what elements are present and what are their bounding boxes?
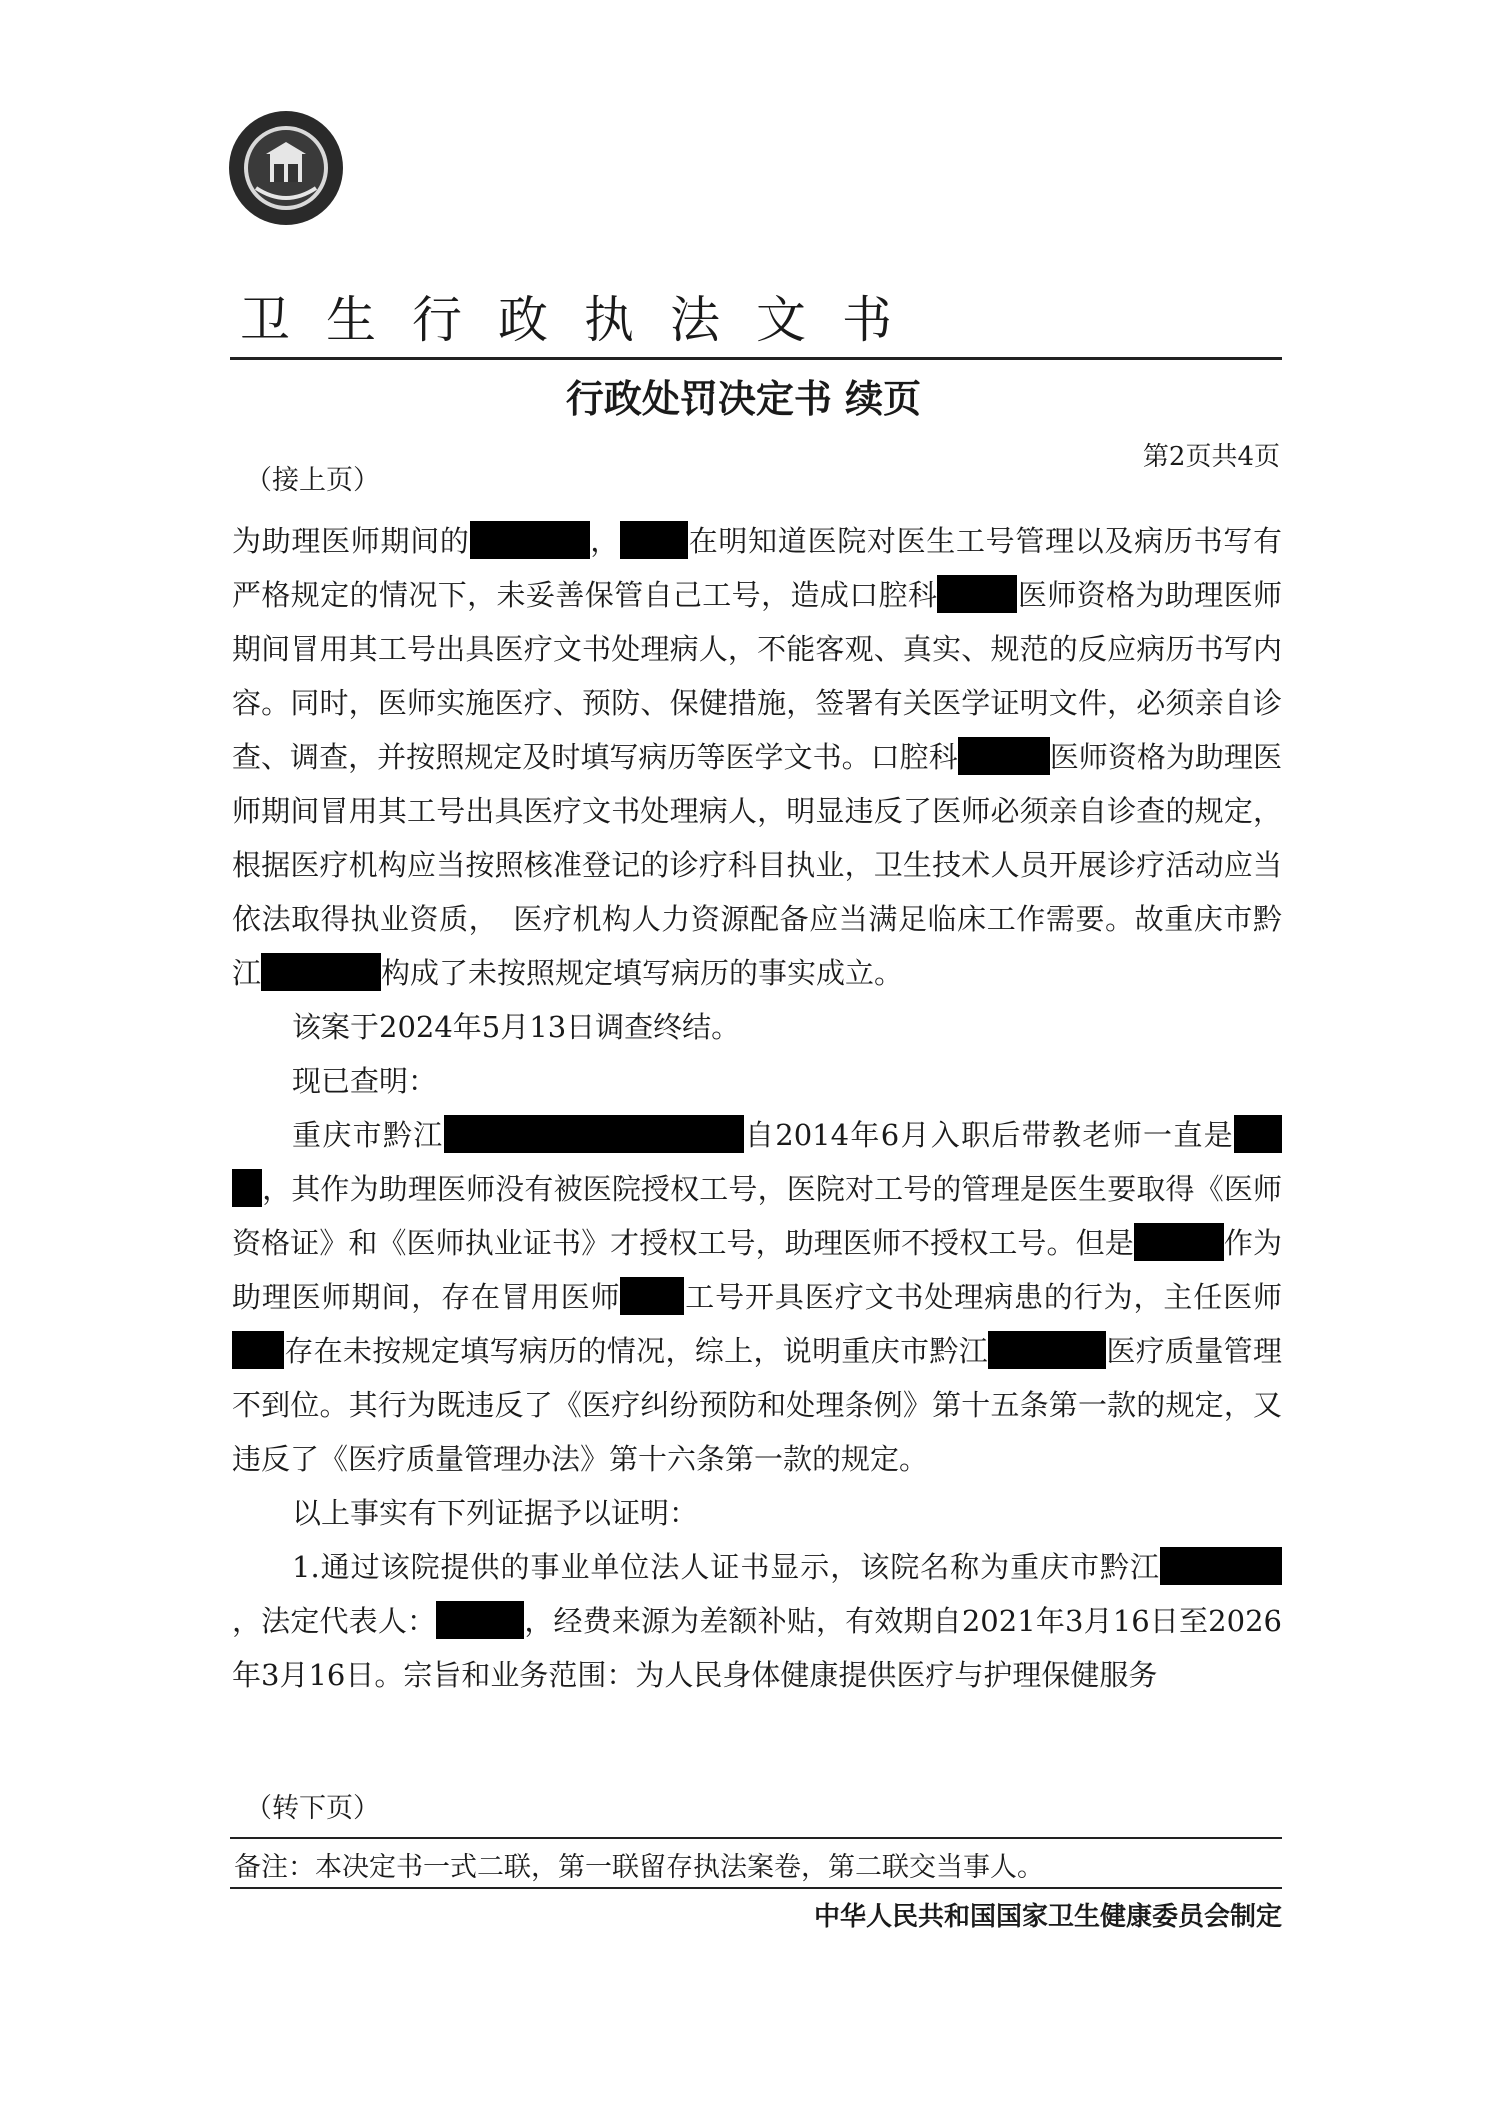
footer-divider-bottom	[230, 1887, 1282, 1889]
redaction-block	[1048, 1331, 1106, 1369]
redaction-block	[232, 1169, 262, 1207]
national-emblem-icon	[226, 108, 346, 228]
continued-from-note: （接上页）	[245, 465, 380, 496]
redaction-block	[988, 1331, 1048, 1369]
document-body	[232, 514, 1282, 1702]
paragraph-findings: 为助理医师期间的 ， 在明知道医院对医生工号管理以及病历书写有严格规定的情况下，未妥善保管自己工号，造成口腔科 医师资格为助理医师期间冒用其工号出具医疗文书处理病人，不能客观、真实、规范的反应病历书写内容。同时，医师实施医疗、预防、保健措施，签署有关医学证明文件，必须亲自诊查、调查，并按照规定及时填写病历等医学文书。口腔科 医师资格为助理医师期间冒用其工号出具医疗文书处理病人，明显违反了医师必须亲自诊查的规定，根据医疗机构应当按照核准登记的诊疗科目执业，卫生技术人员开展诊疗活动应当依法取得执业资质， 医疗机构人力资源配备应当满足临床工作需要。故重庆市黔江 构成了未按照规定填写病历的事实成立。	[232, 514, 1282, 1000]
paragraph-evidence-1: 1.通过该院提供的事业单位法人证书显示，该院名称为重庆市黔江，法定代表人： ，经费来源为差额补贴，有效期自2021年3月16日至2026年3月16日。宗旨和业务范围：为人民身体健康提供医疗与护理保健服务	[232, 1540, 1282, 1702]
redaction-block	[261, 953, 381, 991]
redaction-block	[958, 737, 1020, 775]
redaction-block	[436, 1601, 524, 1639]
redaction-block	[1234, 1115, 1282, 1153]
redaction-block	[470, 521, 590, 559]
paragraph-investigation-concluded: 该案于2024年5月13日调查终结。	[292, 1010, 741, 1044]
redaction-block	[444, 1115, 744, 1153]
continued-to-note: （转下页）	[245, 1793, 380, 1824]
paragraph-facts: 重庆市黔江 自2014年6月入职后带教老师一直是，其作为助理医师没有被医院授权工号，医院对工号的管理是医生要取得《医师资格证》和《医师执业证书》才授权工号，助理医师不授权工号。但是 作为助理医师期间，存在冒用医师 工号开具医疗文书处理病患的行为，主任医师存在未按规定填写病历的情况，综上，说明重庆市黔江 医疗质量管理不到位。其行为既违反了《医疗纠纷预防和处理条例》第十五条第一款的规定，又违反了《医疗质量管理办法》第十六条第一款的规定。	[232, 1108, 1282, 1486]
redaction-block	[1252, 1547, 1282, 1585]
redaction-block	[1160, 1547, 1252, 1585]
page-title: 行政处罚决定书 续页	[565, 377, 922, 421]
redaction-block	[620, 1277, 684, 1315]
redaction-block	[620, 521, 688, 559]
footer-divider	[230, 1837, 1282, 1839]
redaction-block	[1020, 737, 1050, 775]
paragraph-found: 现已查明：	[292, 1064, 438, 1098]
remark-note: 备注：本决定书一式二联，第一联留存执法案卷，第二联交当事人。	[234, 1852, 1044, 1883]
page-number: 第2页共4页	[1142, 442, 1280, 472]
redaction-block	[937, 575, 1017, 613]
header-divider	[230, 357, 1282, 360]
paragraph-evidence-intro: 以上事实有下列证据予以证明：	[292, 1496, 699, 1530]
issuing-authority: 中华人民共和国国家卫生健康委员会制定	[813, 1902, 1282, 1932]
document-type-title: 卫生行政执法文书	[240, 291, 928, 349]
redaction-block	[1134, 1223, 1224, 1261]
redaction-block	[232, 1331, 284, 1369]
